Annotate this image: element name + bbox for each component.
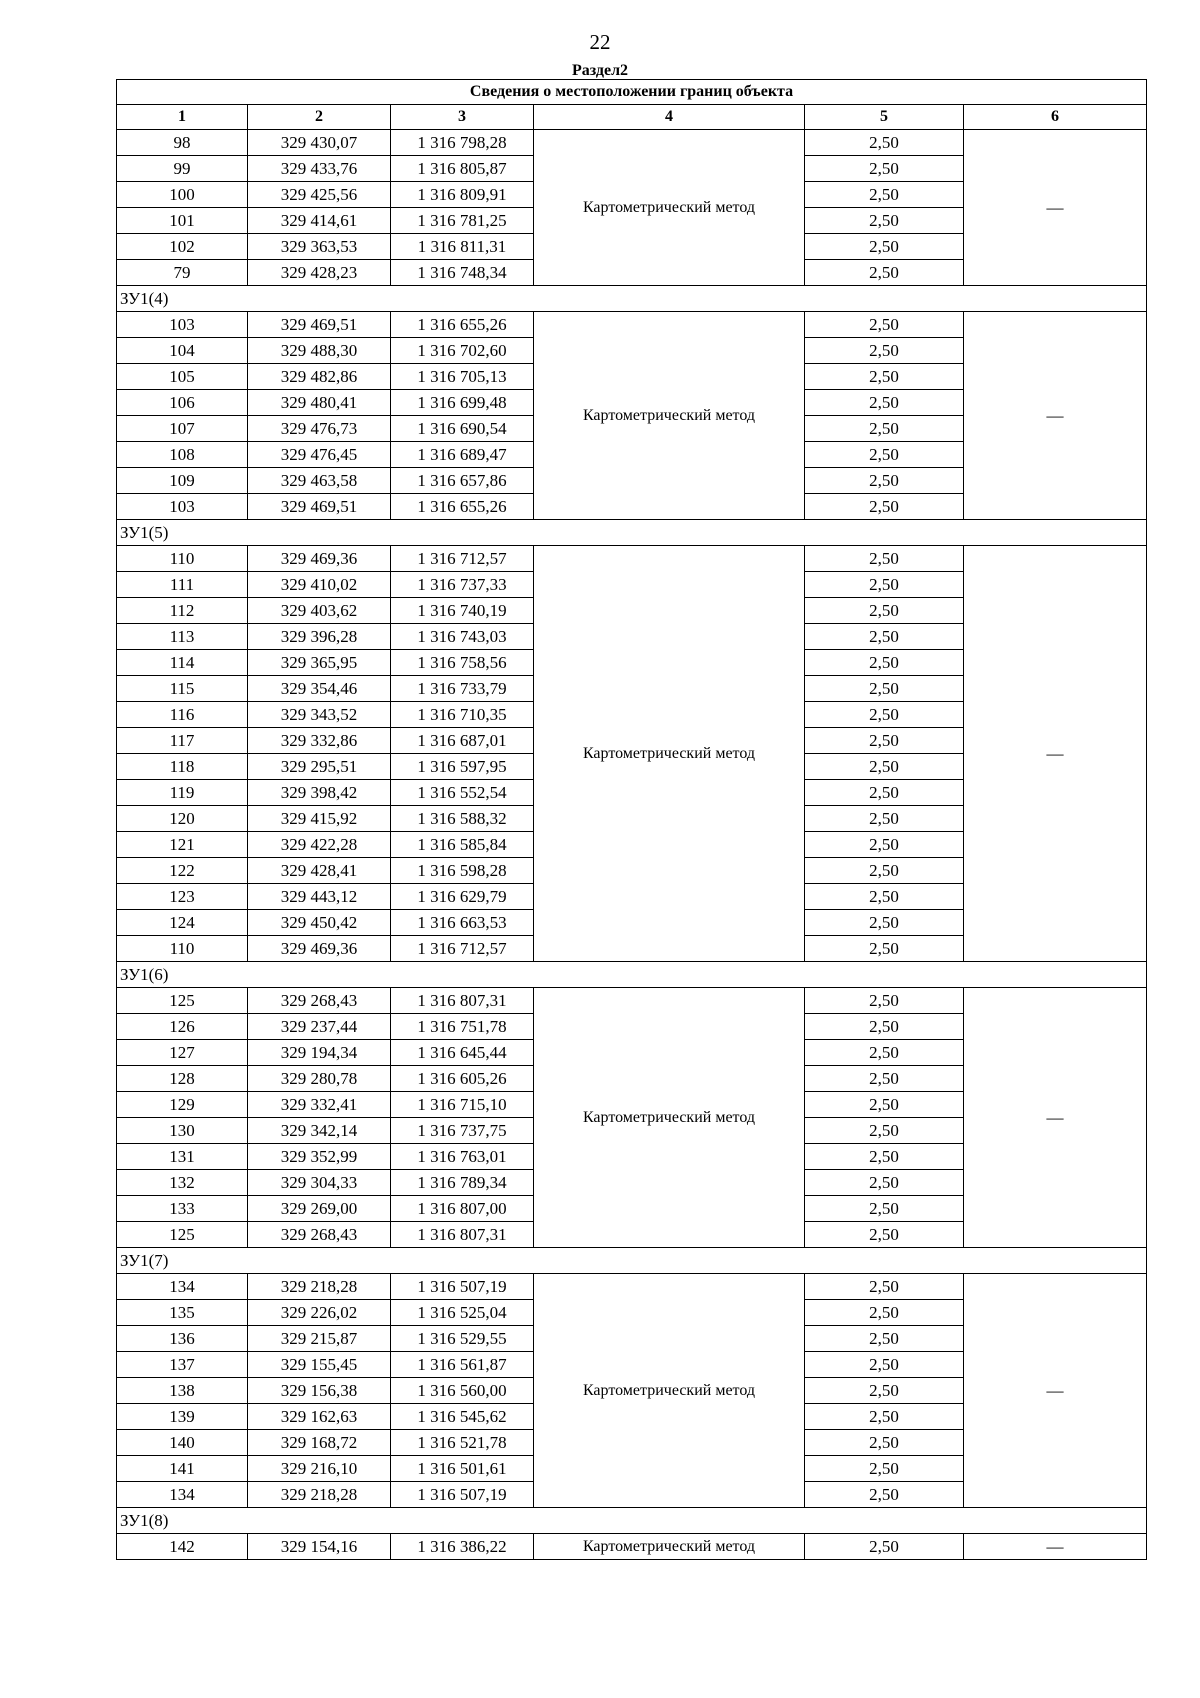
group-label: ЗУ1(8)	[117, 1508, 1147, 1534]
x-coordinate-cell: 329 268,43	[248, 988, 391, 1014]
accuracy-cell: 2,50	[805, 1482, 964, 1508]
point-number-cell: 132	[117, 1170, 248, 1196]
y-coordinate-cell: 1 316 748,34	[391, 260, 534, 286]
point-number-cell: 137	[117, 1352, 248, 1378]
x-coordinate-cell: 329 280,78	[248, 1066, 391, 1092]
accuracy-cell: 2,50	[805, 702, 964, 728]
point-number-cell: 79	[117, 260, 248, 286]
point-number-cell: 101	[117, 208, 248, 234]
group-header-row	[117, 1248, 1147, 1274]
point-number-cell: 133	[117, 1196, 248, 1222]
y-coordinate-cell: 1 316 715,10	[391, 1092, 534, 1118]
x-coordinate-cell: 329 354,46	[248, 676, 391, 702]
y-coordinate-cell: 1 316 545,62	[391, 1404, 534, 1430]
y-coordinate-cell: 1 316 805,87	[391, 156, 534, 182]
x-coordinate-cell: 329 476,45	[248, 442, 391, 468]
group-label: ЗУ1(5)	[117, 520, 1147, 546]
x-coordinate-cell: 329 363,53	[248, 234, 391, 260]
x-coordinate-cell: 329 398,42	[248, 780, 391, 806]
x-coordinate-cell: 329 396,28	[248, 624, 391, 650]
accuracy-cell: 2,50	[805, 1014, 964, 1040]
x-coordinate-cell: 329 403,62	[248, 598, 391, 624]
y-coordinate-cell: 1 316 798,28	[391, 130, 534, 156]
x-coordinate-cell: 329 443,12	[248, 884, 391, 910]
method-cell: Картометрический метод	[534, 312, 805, 520]
x-coordinate-cell: 329 428,23	[248, 260, 391, 286]
y-coordinate-cell: 1 316 807,31	[391, 988, 534, 1014]
accuracy-cell: 2,50	[805, 1118, 964, 1144]
y-coordinate-cell: 1 316 501,61	[391, 1456, 534, 1482]
x-coordinate-cell: 329 469,36	[248, 546, 391, 572]
accuracy-cell: 2,50	[805, 390, 964, 416]
point-number-cell: 103	[117, 312, 248, 338]
method-cell: Картометрический метод	[534, 1274, 805, 1508]
accuracy-cell: 2,50	[805, 728, 964, 754]
accuracy-cell: 2,50	[805, 130, 964, 156]
point-number-cell: 121	[117, 832, 248, 858]
accuracy-cell: 2,50	[805, 1326, 964, 1352]
point-number-cell: 98	[117, 130, 248, 156]
y-coordinate-cell: 1 316 598,28	[391, 858, 534, 884]
boundary-coordinates-table	[116, 79, 1147, 1560]
point-number-cell: 123	[117, 884, 248, 910]
column-header: 3	[391, 105, 534, 130]
description-cell: —	[964, 988, 1147, 1248]
y-coordinate-cell: 1 316 507,19	[391, 1482, 534, 1508]
point-number-cell: 129	[117, 1092, 248, 1118]
point-number-cell: 103	[117, 494, 248, 520]
x-coordinate-cell: 329 237,44	[248, 1014, 391, 1040]
x-coordinate-cell: 329 425,56	[248, 182, 391, 208]
description-cell: —	[964, 546, 1147, 962]
y-coordinate-cell: 1 316 705,13	[391, 364, 534, 390]
y-coordinate-cell: 1 316 645,44	[391, 1040, 534, 1066]
accuracy-cell: 2,50	[805, 416, 964, 442]
accuracy-cell: 2,50	[805, 910, 964, 936]
accuracy-cell: 2,50	[805, 754, 964, 780]
accuracy-cell: 2,50	[805, 546, 964, 572]
x-coordinate-cell: 329 488,30	[248, 338, 391, 364]
y-coordinate-cell: 1 316 585,84	[391, 832, 534, 858]
y-coordinate-cell: 1 316 657,86	[391, 468, 534, 494]
point-number-cell: 127	[117, 1040, 248, 1066]
x-coordinate-cell: 329 450,42	[248, 910, 391, 936]
y-coordinate-cell: 1 316 763,01	[391, 1144, 534, 1170]
x-coordinate-cell: 329 430,07	[248, 130, 391, 156]
group-header-row	[117, 962, 1147, 988]
accuracy-cell: 2,50	[805, 598, 964, 624]
x-coordinate-cell: 329 365,95	[248, 650, 391, 676]
x-coordinate-cell: 329 269,00	[248, 1196, 391, 1222]
y-coordinate-cell: 1 316 751,78	[391, 1014, 534, 1040]
table-row	[117, 312, 1147, 338]
x-coordinate-cell: 329 168,72	[248, 1430, 391, 1456]
description-cell: —	[964, 1534, 1147, 1560]
y-coordinate-cell: 1 316 525,04	[391, 1300, 534, 1326]
y-coordinate-cell: 1 316 588,32	[391, 806, 534, 832]
accuracy-cell: 2,50	[805, 858, 964, 884]
y-coordinate-cell: 1 316 690,54	[391, 416, 534, 442]
y-coordinate-cell: 1 316 699,48	[391, 390, 534, 416]
x-coordinate-cell: 329 218,28	[248, 1482, 391, 1508]
point-number-cell: 118	[117, 754, 248, 780]
accuracy-cell: 2,50	[805, 1040, 964, 1066]
x-coordinate-cell: 329 410,02	[248, 572, 391, 598]
accuracy-cell: 2,50	[805, 234, 964, 260]
point-number-cell: 110	[117, 546, 248, 572]
accuracy-cell: 2,50	[805, 1196, 964, 1222]
accuracy-cell: 2,50	[805, 988, 964, 1014]
x-coordinate-cell: 329 352,99	[248, 1144, 391, 1170]
accuracy-cell: 2,50	[805, 1092, 964, 1118]
table-row	[117, 546, 1147, 572]
description-cell: —	[964, 130, 1147, 286]
x-coordinate-cell: 329 342,14	[248, 1118, 391, 1144]
method-cell: Картометрический метод	[534, 988, 805, 1248]
point-number-cell: 102	[117, 234, 248, 260]
column-header: 6	[964, 105, 1147, 130]
x-coordinate-cell: 329 295,51	[248, 754, 391, 780]
point-number-cell: 116	[117, 702, 248, 728]
y-coordinate-cell: 1 316 521,78	[391, 1430, 534, 1456]
y-coordinate-cell: 1 316 733,79	[391, 676, 534, 702]
table-row	[117, 130, 1147, 156]
y-coordinate-cell: 1 316 687,01	[391, 728, 534, 754]
point-number-cell: 111	[117, 572, 248, 598]
point-number-cell: 135	[117, 1300, 248, 1326]
y-coordinate-cell: 1 316 663,53	[391, 910, 534, 936]
y-coordinate-cell: 1 316 605,26	[391, 1066, 534, 1092]
x-coordinate-cell: 329 476,73	[248, 416, 391, 442]
y-coordinate-cell: 1 316 629,79	[391, 884, 534, 910]
accuracy-cell: 2,50	[805, 468, 964, 494]
point-number-cell: 136	[117, 1326, 248, 1352]
point-number-cell: 134	[117, 1274, 248, 1300]
accuracy-cell: 2,50	[805, 1274, 964, 1300]
accuracy-cell: 2,50	[805, 832, 964, 858]
y-coordinate-cell: 1 316 552,54	[391, 780, 534, 806]
point-number-cell: 122	[117, 858, 248, 884]
table-row	[117, 988, 1147, 1014]
x-coordinate-cell: 329 428,41	[248, 858, 391, 884]
point-number-cell: 125	[117, 1222, 248, 1248]
x-coordinate-cell: 329 414,61	[248, 208, 391, 234]
accuracy-cell: 2,50	[805, 624, 964, 650]
group-header-row	[117, 286, 1147, 312]
y-coordinate-cell: 1 316 655,26	[391, 494, 534, 520]
table-row	[117, 1274, 1147, 1300]
x-coordinate-cell: 329 415,92	[248, 806, 391, 832]
accuracy-cell: 2,50	[805, 1352, 964, 1378]
accuracy-cell: 2,50	[805, 936, 964, 962]
x-coordinate-cell: 329 343,52	[248, 702, 391, 728]
accuracy-cell: 2,50	[805, 260, 964, 286]
accuracy-cell: 2,50	[805, 494, 964, 520]
point-number-cell: 110	[117, 936, 248, 962]
accuracy-cell: 2,50	[805, 884, 964, 910]
point-number-cell: 139	[117, 1404, 248, 1430]
x-coordinate-cell: 329 156,38	[248, 1378, 391, 1404]
y-coordinate-cell: 1 316 689,47	[391, 442, 534, 468]
description-cell: —	[964, 1274, 1147, 1508]
point-number-cell: 142	[117, 1534, 248, 1560]
point-number-cell: 114	[117, 650, 248, 676]
method-cell: Картометрический метод	[534, 1534, 805, 1560]
accuracy-cell: 2,50	[805, 1170, 964, 1196]
accuracy-cell: 2,50	[805, 208, 964, 234]
section-title: Раздел2	[571, 62, 629, 79]
point-number-cell: 117	[117, 728, 248, 754]
point-number-cell: 140	[117, 1430, 248, 1456]
point-number-cell: 120	[117, 806, 248, 832]
x-coordinate-cell: 329 218,28	[248, 1274, 391, 1300]
y-coordinate-cell: 1 316 811,31	[391, 234, 534, 260]
accuracy-cell: 2,50	[805, 1378, 964, 1404]
point-number-cell: 113	[117, 624, 248, 650]
accuracy-cell: 2,50	[805, 1430, 964, 1456]
column-header: 4	[534, 105, 805, 130]
point-number-cell: 108	[117, 442, 248, 468]
group-label: ЗУ1(7)	[117, 1248, 1147, 1274]
table-body	[117, 80, 1147, 1560]
point-number-cell: 128	[117, 1066, 248, 1092]
accuracy-cell: 2,50	[805, 676, 964, 702]
point-number-cell: 104	[117, 338, 248, 364]
x-coordinate-cell: 329 332,86	[248, 728, 391, 754]
x-coordinate-cell: 329 332,41	[248, 1092, 391, 1118]
accuracy-cell: 2,50	[805, 156, 964, 182]
column-header: 5	[805, 105, 964, 130]
accuracy-cell: 2,50	[805, 650, 964, 676]
y-coordinate-cell: 1 316 743,03	[391, 624, 534, 650]
point-number-cell: 141	[117, 1456, 248, 1482]
accuracy-cell: 2,50	[805, 1456, 964, 1482]
group-header-row	[117, 1508, 1147, 1534]
y-coordinate-cell: 1 316 807,00	[391, 1196, 534, 1222]
accuracy-cell: 2,50	[805, 572, 964, 598]
y-coordinate-cell: 1 316 507,19	[391, 1274, 534, 1300]
accuracy-cell: 2,50	[805, 1222, 964, 1248]
accuracy-cell: 2,50	[805, 338, 964, 364]
y-coordinate-cell: 1 316 597,95	[391, 754, 534, 780]
y-coordinate-cell: 1 316 560,00	[391, 1378, 534, 1404]
table-row	[117, 1534, 1147, 1560]
accuracy-cell: 2,50	[805, 1404, 964, 1430]
point-number-cell: 138	[117, 1378, 248, 1404]
point-number-cell: 131	[117, 1144, 248, 1170]
point-number-cell: 126	[117, 1014, 248, 1040]
accuracy-cell: 2,50	[805, 1066, 964, 1092]
point-number-cell: 125	[117, 988, 248, 1014]
y-coordinate-cell: 1 316 809,91	[391, 182, 534, 208]
group-header-row	[117, 520, 1147, 546]
accuracy-cell: 2,50	[805, 1144, 964, 1170]
column-header-row	[117, 105, 1147, 130]
accuracy-cell: 2,50	[805, 312, 964, 338]
y-coordinate-cell: 1 316 710,35	[391, 702, 534, 728]
y-coordinate-cell: 1 316 758,56	[391, 650, 534, 676]
accuracy-cell: 2,50	[805, 780, 964, 806]
accuracy-cell: 2,50	[805, 1300, 964, 1326]
accuracy-cell: 2,50	[805, 182, 964, 208]
x-coordinate-cell: 329 480,41	[248, 390, 391, 416]
x-coordinate-cell: 329 469,36	[248, 936, 391, 962]
y-coordinate-cell: 1 316 386,22	[391, 1534, 534, 1560]
group-label: ЗУ1(6)	[117, 962, 1147, 988]
y-coordinate-cell: 1 316 737,33	[391, 572, 534, 598]
method-cell: Картометрический метод	[534, 130, 805, 286]
y-coordinate-cell: 1 316 655,26	[391, 312, 534, 338]
point-number-cell: 112	[117, 598, 248, 624]
x-coordinate-cell: 329 469,51	[248, 312, 391, 338]
x-coordinate-cell: 329 162,63	[248, 1404, 391, 1430]
point-number-cell: 130	[117, 1118, 248, 1144]
point-number-cell: 124	[117, 910, 248, 936]
y-coordinate-cell: 1 316 737,75	[391, 1118, 534, 1144]
x-coordinate-cell: 329 422,28	[248, 832, 391, 858]
y-coordinate-cell: 1 316 561,87	[391, 1352, 534, 1378]
accuracy-cell: 2,50	[805, 806, 964, 832]
y-coordinate-cell: 1 316 740,19	[391, 598, 534, 624]
page-number: 22	[589, 30, 611, 54]
x-coordinate-cell: 329 226,02	[248, 1300, 391, 1326]
column-header: 2	[248, 105, 391, 130]
x-coordinate-cell: 329 433,76	[248, 156, 391, 182]
description-cell: —	[964, 312, 1147, 520]
column-header: 1	[117, 105, 248, 130]
group-label: ЗУ1(4)	[117, 286, 1147, 312]
point-number-cell: 105	[117, 364, 248, 390]
y-coordinate-cell: 1 316 702,60	[391, 338, 534, 364]
accuracy-cell: 2,50	[805, 442, 964, 468]
x-coordinate-cell: 329 304,33	[248, 1170, 391, 1196]
table-title: Сведения о местоположении границ объекта	[117, 80, 1147, 105]
point-number-cell: 107	[117, 416, 248, 442]
accuracy-cell: 2,50	[805, 364, 964, 390]
y-coordinate-cell: 1 316 807,31	[391, 1222, 534, 1248]
y-coordinate-cell: 1 316 712,57	[391, 546, 534, 572]
x-coordinate-cell: 329 215,87	[248, 1326, 391, 1352]
x-coordinate-cell: 329 154,16	[248, 1534, 391, 1560]
x-coordinate-cell: 329 268,43	[248, 1222, 391, 1248]
table-title-row	[117, 80, 1147, 105]
y-coordinate-cell: 1 316 712,57	[391, 936, 534, 962]
x-coordinate-cell: 329 155,45	[248, 1352, 391, 1378]
y-coordinate-cell: 1 316 781,25	[391, 208, 534, 234]
x-coordinate-cell: 329 482,86	[248, 364, 391, 390]
method-cell: Картометрический метод	[534, 546, 805, 962]
x-coordinate-cell: 329 463,58	[248, 468, 391, 494]
x-coordinate-cell: 329 194,34	[248, 1040, 391, 1066]
point-number-cell: 99	[117, 156, 248, 182]
x-coordinate-cell: 329 469,51	[248, 494, 391, 520]
point-number-cell: 134	[117, 1482, 248, 1508]
accuracy-cell: 2,50	[805, 1534, 964, 1560]
y-coordinate-cell: 1 316 789,34	[391, 1170, 534, 1196]
y-coordinate-cell: 1 316 529,55	[391, 1326, 534, 1352]
point-number-cell: 106	[117, 390, 248, 416]
x-coordinate-cell: 329 216,10	[248, 1456, 391, 1482]
point-number-cell: 119	[117, 780, 248, 806]
point-number-cell: 100	[117, 182, 248, 208]
point-number-cell: 115	[117, 676, 248, 702]
point-number-cell: 109	[117, 468, 248, 494]
